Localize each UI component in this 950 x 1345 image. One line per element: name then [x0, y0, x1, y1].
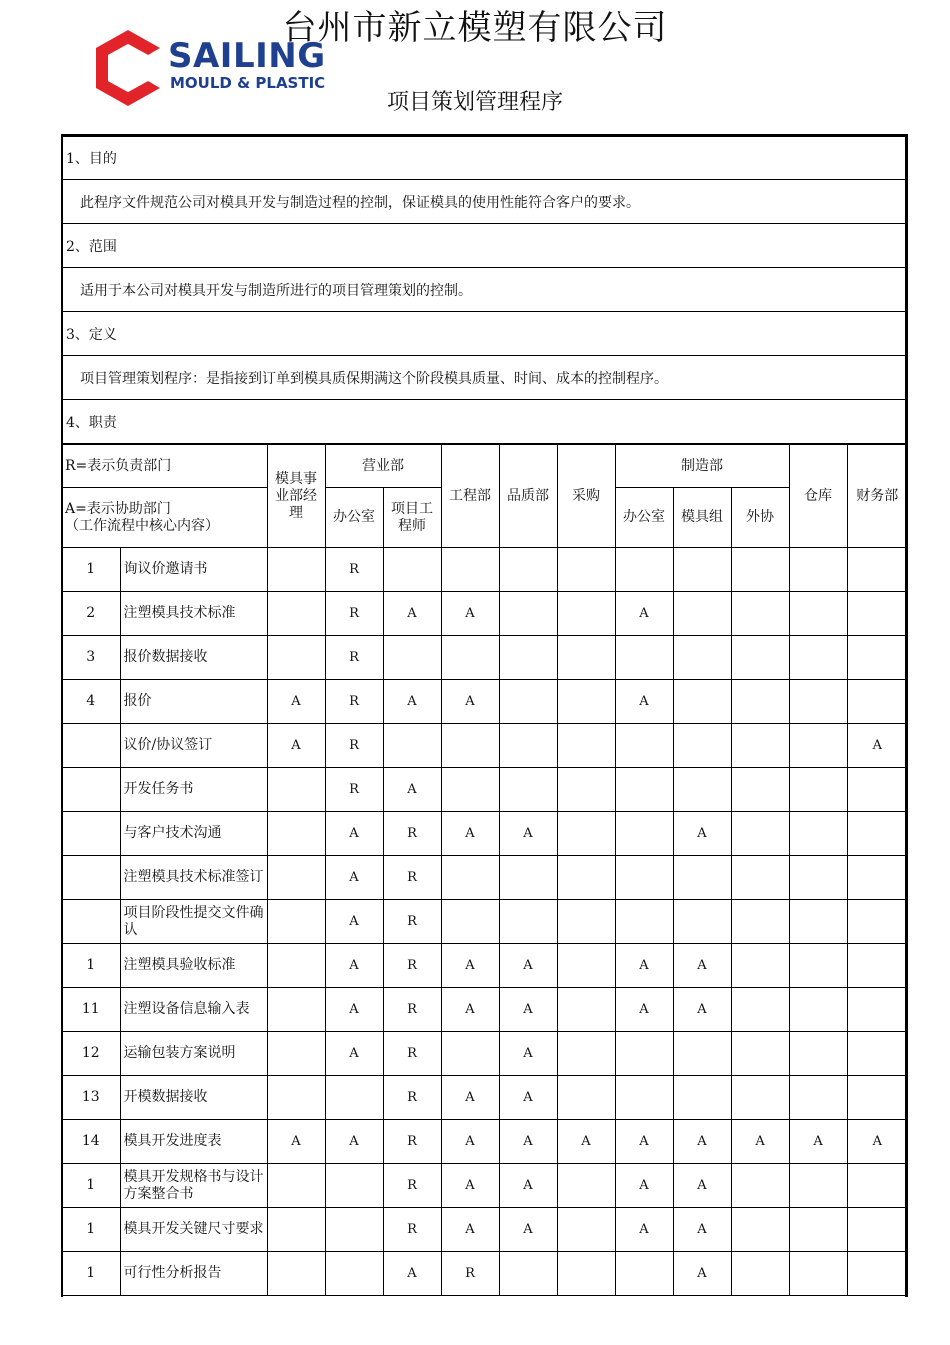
role-cell — [267, 636, 325, 680]
role-cell — [673, 1076, 731, 1120]
table-row — [62, 768, 907, 812]
row-number: 12 — [62, 1032, 120, 1076]
role-cell — [789, 1208, 847, 1252]
role-cell — [789, 900, 847, 944]
role-cell: A — [673, 944, 731, 988]
section-purpose-text — [62, 180, 907, 224]
scope-text: 适用于本公司对模具开发与制造所进行的项目管理策划的控制。 — [80, 282, 472, 299]
role-cell — [789, 724, 847, 768]
role-cell — [267, 1208, 325, 1252]
role-cell — [847, 592, 907, 636]
role-cell: A — [267, 680, 325, 724]
scope-heading: 2、范围 — [66, 238, 117, 255]
role-cell — [615, 1032, 673, 1076]
role-cell — [267, 944, 325, 988]
role-cell — [731, 988, 789, 1032]
role-cell: R — [325, 768, 383, 812]
role-cell — [615, 724, 673, 768]
role-cell: A — [615, 988, 673, 1032]
role-cell — [441, 724, 499, 768]
role-cell — [499, 636, 557, 680]
role-cell — [731, 724, 789, 768]
role-cell — [731, 900, 789, 944]
role-cell — [557, 944, 615, 988]
table-row — [62, 548, 907, 592]
role-cell — [557, 988, 615, 1032]
role-cell: R — [383, 900, 441, 944]
role-cell: A — [615, 1120, 673, 1164]
task-name: 与客户技术沟通 — [120, 812, 267, 856]
role-cell — [499, 1252, 557, 1296]
role-cell — [789, 548, 847, 592]
role-cell — [441, 636, 499, 680]
role-cell — [615, 856, 673, 900]
role-cell — [499, 548, 557, 592]
role-cell — [557, 1076, 615, 1120]
role-cell: R — [325, 724, 383, 768]
role-cell — [615, 812, 673, 856]
role-cell: A — [441, 812, 499, 856]
role-cell — [731, 636, 789, 680]
section-definition-heading — [62, 312, 907, 356]
role-cell — [499, 592, 557, 636]
role-cell — [267, 988, 325, 1032]
role-cell — [847, 812, 907, 856]
table-row — [62, 988, 907, 1032]
role-cell — [847, 1208, 907, 1252]
role-cell — [267, 1164, 325, 1208]
role-cell — [441, 1032, 499, 1076]
role-cell — [731, 944, 789, 988]
task-name: 模具开发进度表 — [120, 1120, 267, 1164]
role-cell — [615, 1252, 673, 1296]
role-cell — [267, 1032, 325, 1076]
role-cell: R — [383, 1208, 441, 1252]
role-cell: A — [499, 1164, 557, 1208]
role-cell — [383, 724, 441, 768]
role-cell: A — [441, 988, 499, 1032]
role-cell: A — [499, 1032, 557, 1076]
task-name: 询议价邀请书 — [120, 548, 267, 592]
role-cell — [673, 724, 731, 768]
role-cell: A — [557, 1120, 615, 1164]
role-cell — [789, 680, 847, 724]
role-cell — [557, 1164, 615, 1208]
role-cell: A — [673, 1252, 731, 1296]
row-number: 4 — [62, 680, 120, 724]
role-cell: A — [383, 680, 441, 724]
role-cell: R — [383, 1032, 441, 1076]
role-cell: A — [441, 1076, 499, 1120]
header-mfg-office: 办公室 — [615, 488, 673, 548]
role-cell — [441, 900, 499, 944]
role-cell: A — [499, 1076, 557, 1120]
role-cell — [731, 856, 789, 900]
role-cell: R — [325, 636, 383, 680]
row-number: 13 — [62, 1076, 120, 1120]
role-cell — [615, 900, 673, 944]
role-cell — [441, 856, 499, 900]
role-cell — [383, 636, 441, 680]
role-cell: A — [847, 1120, 907, 1164]
role-cell — [673, 768, 731, 812]
role-cell: R — [325, 592, 383, 636]
role-cell — [789, 592, 847, 636]
role-cell — [731, 548, 789, 592]
role-cell — [441, 548, 499, 592]
role-cell: A — [615, 680, 673, 724]
role-cell — [615, 1076, 673, 1120]
role-cell: A — [441, 1164, 499, 1208]
role-cell — [847, 856, 907, 900]
role-cell: A — [325, 1120, 383, 1164]
role-cell: R — [383, 812, 441, 856]
role-cell — [557, 812, 615, 856]
table-row — [62, 1208, 907, 1252]
task-name: 开模数据接收 — [120, 1076, 267, 1120]
task-name: 注塑模具技术标准签订 — [120, 856, 267, 900]
role-cell — [557, 768, 615, 812]
role-cell: A — [441, 680, 499, 724]
role-cell — [847, 1164, 907, 1208]
role-cell: A — [847, 724, 907, 768]
role-cell — [731, 592, 789, 636]
role-cell — [267, 900, 325, 944]
role-cell — [673, 856, 731, 900]
document-title: 项目策划管理程序 — [386, 90, 563, 115]
role-cell: R — [325, 680, 383, 724]
header-mould-manager: 模具事业部经理 — [267, 445, 325, 548]
task-name: 注塑模具验收标准 — [120, 944, 267, 988]
role-cell — [615, 636, 673, 680]
role-cell: A — [499, 944, 557, 988]
role-cell: R — [383, 944, 441, 988]
role-cell — [383, 548, 441, 592]
role-cell: A — [673, 812, 731, 856]
purpose-text: 此程序文件规范公司对模具开发与制造过程的控制，保证模具的使用性能符合客户的要求。 — [80, 194, 640, 211]
role-cell: A — [383, 1252, 441, 1296]
legend-r: R=表示负责部门 — [62, 445, 267, 488]
responsibility-matrix — [62, 444, 907, 1296]
role-cell — [731, 1208, 789, 1252]
role-cell — [325, 1076, 383, 1120]
header-mould-group: 模具组 — [673, 488, 731, 548]
role-cell: A — [325, 1032, 383, 1076]
role-cell — [789, 1032, 847, 1076]
role-cell — [673, 1032, 731, 1076]
header-quality: 品质部 — [499, 445, 557, 548]
table-row — [62, 856, 907, 900]
table-row — [62, 900, 907, 944]
table-row — [62, 680, 907, 724]
role-cell: A — [673, 988, 731, 1032]
header-purchasing: 采购 — [557, 445, 615, 548]
role-cell — [557, 900, 615, 944]
role-cell — [557, 1252, 615, 1296]
role-cell — [557, 636, 615, 680]
role-cell — [789, 636, 847, 680]
role-cell — [557, 724, 615, 768]
role-cell: A — [325, 988, 383, 1032]
task-name: 运输包装方案说明 — [120, 1032, 267, 1076]
row-number — [62, 900, 120, 944]
row-number: 3 — [62, 636, 120, 680]
role-cell — [731, 680, 789, 724]
role-cell — [499, 768, 557, 812]
row-number: 1 — [62, 548, 120, 592]
role-cell: A — [383, 592, 441, 636]
role-cell — [673, 680, 731, 724]
row-number: 11 — [62, 988, 120, 1032]
role-cell — [847, 636, 907, 680]
role-cell — [267, 548, 325, 592]
header-project-engineer: 项目工程师 — [383, 488, 441, 548]
section-definition-text — [62, 356, 907, 400]
logo-subtitle: MOULD & PLASTIC — [170, 74, 326, 92]
header-sales-office: 办公室 — [325, 488, 383, 548]
row-number: 1 — [62, 1164, 120, 1208]
role-cell: A — [673, 1208, 731, 1252]
role-cell — [847, 988, 907, 1032]
role-cell: A — [441, 944, 499, 988]
role-cell: A — [615, 1164, 673, 1208]
role-cell — [847, 1032, 907, 1076]
table-row — [62, 592, 907, 636]
task-name: 模具开发规格书与设计方案整合书 — [120, 1164, 267, 1208]
role-cell: A — [499, 1120, 557, 1164]
role-cell: A — [731, 1120, 789, 1164]
role-cell — [789, 856, 847, 900]
role-cell — [673, 900, 731, 944]
role-cell — [789, 812, 847, 856]
legend-a: A=表示协助部门 （工作流程中核心内容） — [62, 488, 267, 548]
role-cell: A — [499, 988, 557, 1032]
table-row — [62, 1032, 907, 1076]
role-cell — [557, 680, 615, 724]
role-cell — [847, 548, 907, 592]
header-manufacturing: 制造部 — [615, 445, 789, 488]
row-number — [62, 856, 120, 900]
role-cell: A — [383, 768, 441, 812]
role-cell — [731, 1032, 789, 1076]
role-cell: A — [267, 724, 325, 768]
role-cell — [267, 812, 325, 856]
row-number — [62, 812, 120, 856]
role-cell: A — [673, 1164, 731, 1208]
role-cell — [325, 1252, 383, 1296]
role-cell — [847, 900, 907, 944]
table-row — [62, 944, 907, 988]
role-cell — [499, 856, 557, 900]
task-name: 议价/协议签订 — [120, 724, 267, 768]
role-cell — [267, 768, 325, 812]
role-cell — [789, 944, 847, 988]
role-cell — [789, 768, 847, 812]
header-finance: 财务部 — [847, 445, 907, 548]
role-cell — [789, 988, 847, 1032]
purpose-heading: 1、目的 — [66, 151, 117, 167]
role-cell: R — [383, 1120, 441, 1164]
role-cell: A — [499, 812, 557, 856]
task-name: 注塑设备信息输入表 — [120, 988, 267, 1032]
role-cell: R — [383, 1076, 441, 1120]
role-cell — [731, 812, 789, 856]
role-cell — [789, 1076, 847, 1120]
role-cell — [847, 680, 907, 724]
header-engineering: 工程部 — [441, 445, 499, 548]
header-warehouse: 仓库 — [789, 445, 847, 548]
task-name: 模具开发关键尺寸要求 — [120, 1208, 267, 1252]
task-name: 可行性分析报告 — [120, 1252, 267, 1296]
role-cell — [673, 548, 731, 592]
role-cell — [673, 636, 731, 680]
task-name: 报价 — [120, 680, 267, 724]
logo-wordmark: SAILING — [168, 36, 326, 76]
role-cell: A — [789, 1120, 847, 1164]
role-cell — [499, 900, 557, 944]
duty-heading: 4、职责 — [66, 414, 117, 431]
role-cell — [731, 1252, 789, 1296]
role-cell — [615, 768, 673, 812]
role-cell — [557, 592, 615, 636]
role-cell — [267, 1076, 325, 1120]
table-row — [62, 636, 907, 680]
header-sales: 营业部 — [325, 445, 441, 488]
role-cell: R — [383, 856, 441, 900]
role-cell — [557, 1208, 615, 1252]
role-cell — [731, 1076, 789, 1120]
role-cell: A — [615, 944, 673, 988]
company-title: 台州市新立模塑有限公司 — [282, 8, 668, 48]
task-name: 开发任务书 — [120, 768, 267, 812]
role-cell: A — [441, 1120, 499, 1164]
role-cell — [499, 680, 557, 724]
task-name: 项目阶段性提交文件确认 — [120, 900, 267, 944]
role-cell: A — [325, 812, 383, 856]
role-cell — [731, 768, 789, 812]
section-purpose-heading — [62, 137, 907, 180]
role-cell — [615, 548, 673, 592]
role-cell — [789, 1164, 847, 1208]
section-duty-heading — [62, 400, 907, 444]
role-cell: R — [325, 548, 383, 592]
section-scope-text — [62, 268, 907, 312]
section-scope-heading — [62, 224, 907, 268]
definition-text: 项目管理策划程序：是指接到订单到模具质保期满这个阶段模具质量、时间、成本的控制程序。 — [80, 370, 668, 387]
row-number — [62, 724, 120, 768]
row-number: 1 — [62, 1208, 120, 1252]
row-number: 1 — [62, 1252, 120, 1296]
definition-heading: 3、定义 — [66, 326, 117, 343]
role-cell — [441, 768, 499, 812]
role-cell: A — [615, 1208, 673, 1252]
role-cell — [267, 1252, 325, 1296]
role-cell — [847, 1076, 907, 1120]
role-cell: A — [325, 856, 383, 900]
task-name: 报价数据接收 — [120, 636, 267, 680]
role-cell — [847, 1252, 907, 1296]
role-cell: R — [383, 1164, 441, 1208]
role-cell — [557, 856, 615, 900]
role-cell — [325, 1208, 383, 1252]
role-cell — [267, 856, 325, 900]
role-cell — [673, 592, 731, 636]
role-cell: A — [325, 900, 383, 944]
role-cell: R — [441, 1252, 499, 1296]
row-number — [62, 768, 120, 812]
table-row — [62, 1120, 907, 1164]
table-row — [62, 812, 907, 856]
header-outsourcing: 外协 — [731, 488, 789, 548]
role-cell — [499, 724, 557, 768]
table-row — [62, 1076, 907, 1120]
role-cell — [847, 768, 907, 812]
role-cell — [557, 1032, 615, 1076]
role-cell — [847, 944, 907, 988]
row-number: 1 — [62, 944, 120, 988]
row-number: 2 — [62, 592, 120, 636]
role-cell — [557, 548, 615, 592]
row-number: 14 — [62, 1120, 120, 1164]
task-name: 注塑模具技术标准 — [120, 592, 267, 636]
role-cell — [731, 1164, 789, 1208]
role-cell: A — [325, 944, 383, 988]
role-cell — [789, 1252, 847, 1296]
table-row — [62, 1164, 907, 1208]
role-cell — [267, 592, 325, 636]
role-cell: R — [383, 988, 441, 1032]
table-row — [62, 1252, 907, 1296]
role-cell: A — [441, 592, 499, 636]
role-cell: A — [615, 592, 673, 636]
role-cell: A — [441, 1208, 499, 1252]
role-cell: A — [673, 1120, 731, 1164]
role-cell: A — [267, 1120, 325, 1164]
role-cell — [325, 1164, 383, 1208]
role-cell: A — [499, 1208, 557, 1252]
table-row — [62, 724, 907, 768]
